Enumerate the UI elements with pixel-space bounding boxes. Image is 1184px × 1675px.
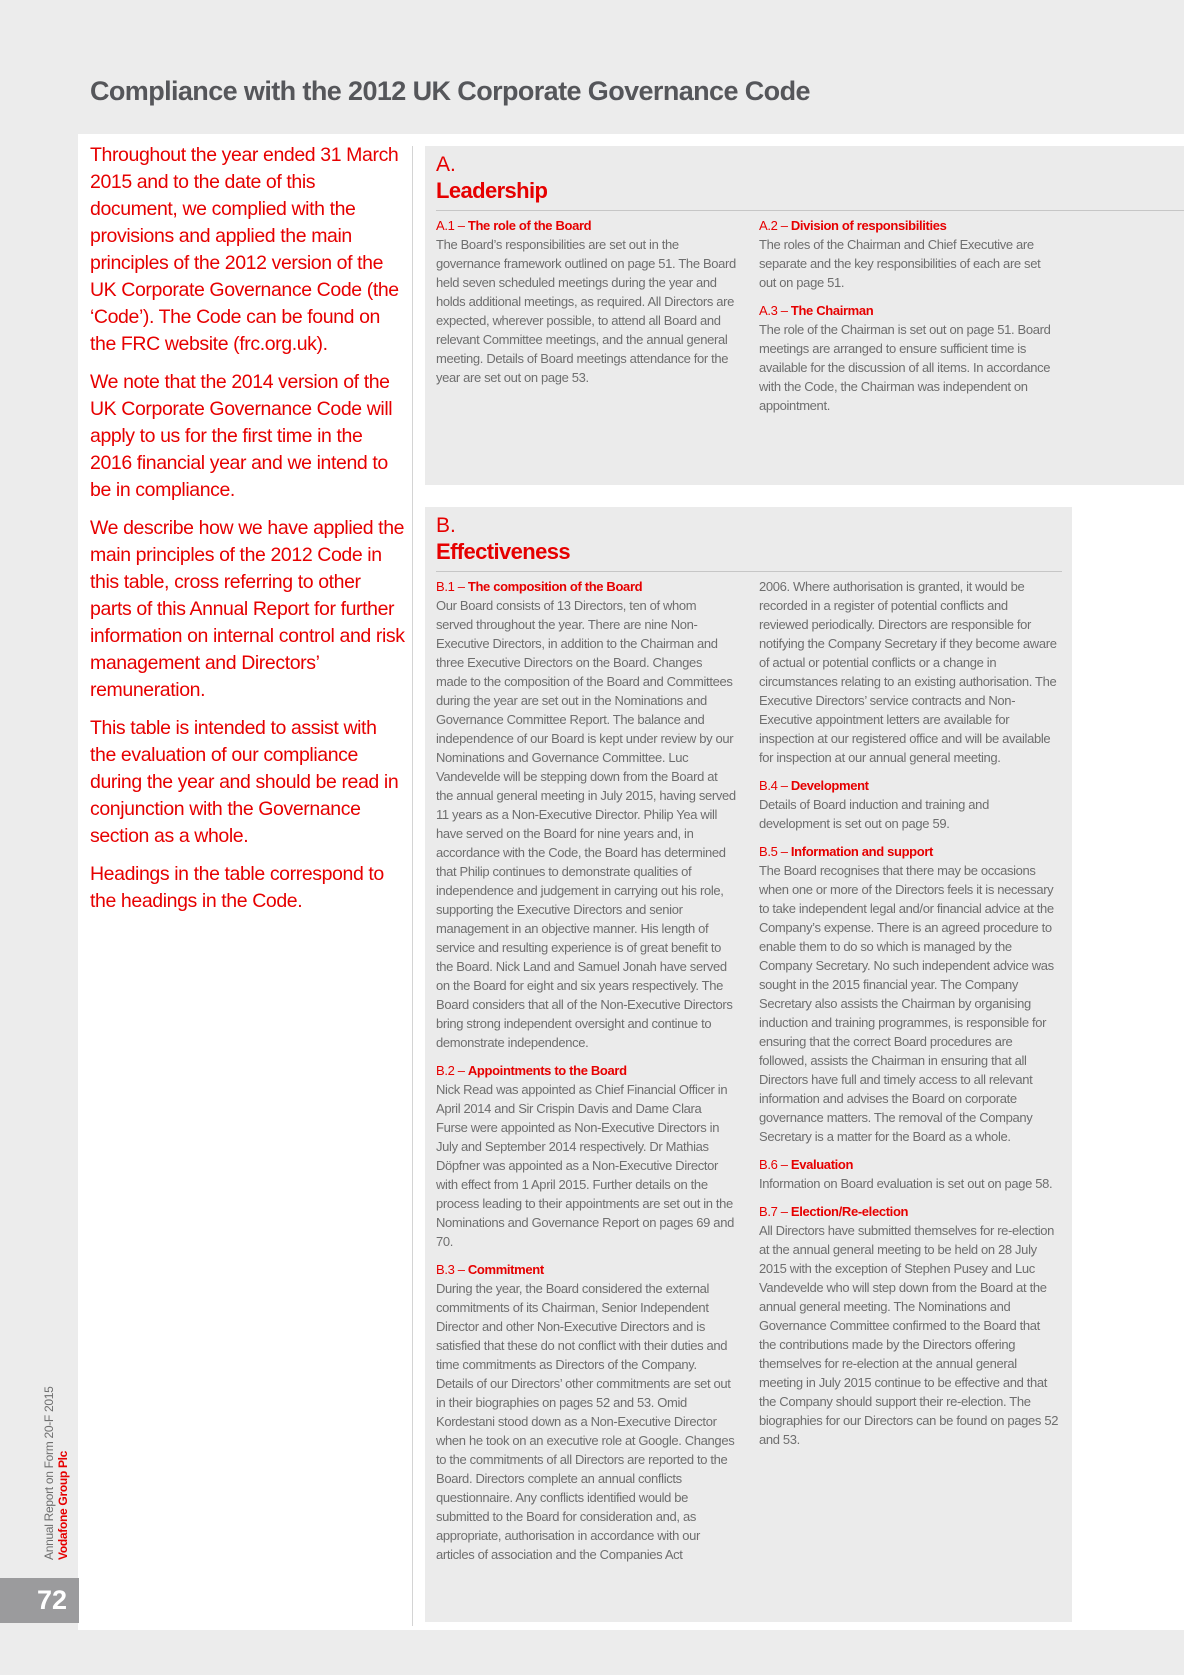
report-name: Annual Report on Form 20-F 2015 (42, 1386, 56, 1560)
provision-heading (759, 776, 1059, 795)
provision-title: Evaluation (790, 1157, 854, 1172)
company-name: Vodafone Group Plc (56, 1450, 70, 1560)
provision-body: Information on Board evaluation is set out on page 58. (759, 1176, 1053, 1191)
provision-title: Information and support (790, 844, 934, 859)
intro-paragraph: We note that the 2014 version of the UK Corporate Governance Code will apply to us for the first time in the 2016 financial year and we intend to be in compliance. (90, 371, 393, 501)
page-title: Compliance with the 2012 UK Corporate Governance Code (90, 76, 810, 107)
provision-code: B.4 – (759, 778, 791, 793)
report-side-label (42, 1385, 70, 1560)
provision-heading (436, 216, 736, 235)
provision-body: Nick Read was appointed as Chief Financial Officer in April 2014 and Sir Crispin Davis and Dame Clara Furse were appointed as Non-Executive Directors in July and September 2014 respectively. Dr Mathias Döpfner was appointed as a Non-Executive Director with effect from 1 April 2015. Further details on the process leading to their appointments are set out in the Nominations and Governance Report on pages 69 and 70. (436, 1082, 734, 1249)
provision-title: Division of responsibilities (790, 218, 947, 233)
provision-title: Commitment (467, 1262, 544, 1277)
provision-code: A.3 – (759, 303, 791, 318)
provision-code: A.1 – (436, 218, 468, 233)
provision-title: Development (790, 778, 869, 793)
provision-heading (436, 1061, 736, 1080)
provision-item (759, 301, 1059, 415)
provision-title: Appointments to the Board (467, 1063, 627, 1078)
provision-item (759, 216, 1059, 292)
section-leadership (425, 146, 1184, 485)
provision-item (759, 1155, 1059, 1193)
section-title: Leadership (436, 178, 548, 203)
provision-code: B.1 – (436, 579, 468, 594)
provision-body: The Board recognises that there may be occasions when one or more of the Directors feels it is necessary to take independent legal and/or financial advice at the Company’s expense. There is an agreed procedure to enable them to do so which is managed by the Company Secretary. No such independent advice was sought in the 2015 financial year. The Company Secretary also assists the Chairman by organising induction and training programmes, is responsible for ensuring that the correct Board procedures are followed, assists the Chairman in ensuring that all Directors have full and timely access to all relevant information and advises the Board on corporate governance matters. The removal of the Company Secretary is a matter for the Board as a whole. (759, 863, 1054, 1144)
provision-code: A.2 – (759, 218, 791, 233)
section-column-left (436, 216, 736, 396)
provision-title: The Chairman (790, 303, 874, 318)
provision-body: 2006. Where authorisation is granted, it would be recorded in a register of potential conflicts and reviewed periodically. Directors are responsible for notifying the Company Secretary if they become aware of actual or potential conflicts or a change in circumstances relating to an existing authorisation. The Executive Directors’ service contracts and Non-Executive appointment letters are available for inspection at our registered office and will be available for inspection at our annual general meeting. (759, 579, 1057, 765)
intro-paragraph: We describe how we have applied the main principles of the 2012 Code in this table, cross referring to other parts of this Annual Report for further information on internal control and risk management and Directors’ remuneration. (90, 517, 405, 701)
intro-paragraph: This table is intended to assist with the evaluation of our compliance during the year and should be read in conjunction with the Governance section as a whole. (90, 717, 399, 847)
section-effectiveness (425, 507, 1072, 1622)
provision-heading (759, 216, 1059, 235)
section-title: Effectiveness (436, 539, 571, 564)
provision-code: B.7 – (759, 1204, 791, 1219)
provision-heading (759, 842, 1059, 861)
provision-body: All Directors have submitted themselves for re-election at the annual general meeting to be held on 28 July 2015 with the exception of Stephen Pusey and Luc Vandevelde who will step down from the Board at the annual general meeting. The Nominations and Governance Committee confirmed to the Board that the contributions made by the Directors offering themselves for re-election at the annual general meeting in July 2015 continue to be effective and that the Company should support their re-election. The biographies for our Directors can be found on pages 52 and 53. (759, 1223, 1059, 1447)
provision-item (436, 1061, 736, 1251)
provision-title: The role of the Board (467, 218, 592, 233)
provision-body: The roles of the Chairman and Chief Executive are separate and the key responsibilities of each are set out on page 51. (759, 237, 1041, 290)
provision-body: The Board’s responsibilities are set out in the governance framework outlined on page 51. The Board held seven scheduled meetings during the year and holds additional meetings, as required. All Directors are expected, wherever possible, to attend all Board and relevant Committee meetings, and the annual general meeting. Details of Board meetings attendance for the year are set out on page 53. (436, 237, 736, 385)
provision-code: B.6 – (759, 1157, 791, 1172)
intro-text (90, 142, 405, 926)
provision-item (436, 1260, 736, 1564)
section-letter: B. (436, 514, 456, 537)
provision-body: During the year, the Board considered the external commitments of its Chairman, Senior Independent Director and other Non-Executive Directors and is satisfied that these do not conflict with their duties and time commitments as Directors of the Company. Details of our Directors’ other commitments are set out in their biographies on pages 52 and 53. Omid Kordestani stood down as a Non-Executive Director when he took on an executive role at Google. Changes to the commitments of all Directors are reported to the Board. Directors complete an annual conflicts questionnaire. Any conflicts identified would be submitted to the Board for consideration and, as appropriate, authorisation in accordance with our articles of association and the Companies Act (436, 1281, 735, 1562)
section-column-left (436, 577, 736, 1573)
provision-heading (436, 577, 736, 596)
provision-code: B.5 – (759, 844, 791, 859)
section-column-right (759, 216, 1059, 424)
bottom-band (0, 1636, 1184, 1675)
provision-item (759, 1202, 1059, 1449)
section-column-right (759, 577, 1059, 1458)
section-letter: A. (436, 153, 456, 176)
provision-item (759, 776, 1059, 833)
provision-title: The composition of the Board (467, 579, 643, 594)
provision-item (436, 577, 736, 1052)
provision-heading (759, 1202, 1059, 1221)
intro-paragraph: Throughout the year ended 31 March 2015 and to the date of this document, we complied with the provisions and applied the main principles of the 2012 version of the UK Corporate Governance Code (the ‘Code’). The Code can be found on the FRC website (frc.org.uk). (90, 144, 399, 355)
provision-body: The role of the Chairman is set out on page 51. Board meetings are arranged to ensure sufficient time is available for the discussion of all items. In accordance with the Code, the Chairman was independent on appointment. (759, 322, 1051, 413)
page-number: 72 (0, 1578, 79, 1623)
provision-code: B.3 – (436, 1262, 468, 1277)
column-divider (412, 146, 413, 1626)
provision-body: Our Board consists of 13 Directors, ten of whom served throughout the year. There are nine Non-Executive Directors, in addition to the Chairman and three Executive Directors on the Board. Changes made to the composition of the Board and Committees during the year are set out in the Nominations and Governance Committee Report. The balance and independence of our Board is kept under review by our Nominations and Governance Committee. Luc Vandevelde will be stepping down from the Board at the annual general meeting in July 2015, having served 11 years as a Non-Executive Director. Philip Yea will have served on the Board for nine years and, in accordance with the Code, the Board has determined that Philip continues to demonstrate qualities of independence and judgement in carrying out his role, supporting the Executive Directors and senior management in an objective manner. His length of service and resulting experience is of great benefit to the Board. Nick Land and Samuel Jonah have served on the Board for eight and six years respectively. The Board considers that all of the Non-Executive Directors bring strong independent oversight and continue to demonstrate independence. (436, 598, 736, 1050)
provision-item (436, 216, 736, 387)
provision-title: Election/Re-election (790, 1204, 909, 1219)
provision-item (759, 842, 1059, 1146)
intro-paragraph: Headings in the table correspond to the headings in the Code. (90, 863, 384, 912)
provision-body: Details of Board induction and training and development is set out on page 59. (759, 797, 989, 831)
provision-heading (436, 1260, 736, 1279)
provision-continuation (759, 577, 1059, 767)
provision-heading (759, 1155, 1059, 1174)
section-rule (436, 210, 1184, 211)
provision-code: B.2 – (436, 1063, 468, 1078)
section-rule (436, 571, 1062, 572)
provision-heading (759, 301, 1059, 320)
